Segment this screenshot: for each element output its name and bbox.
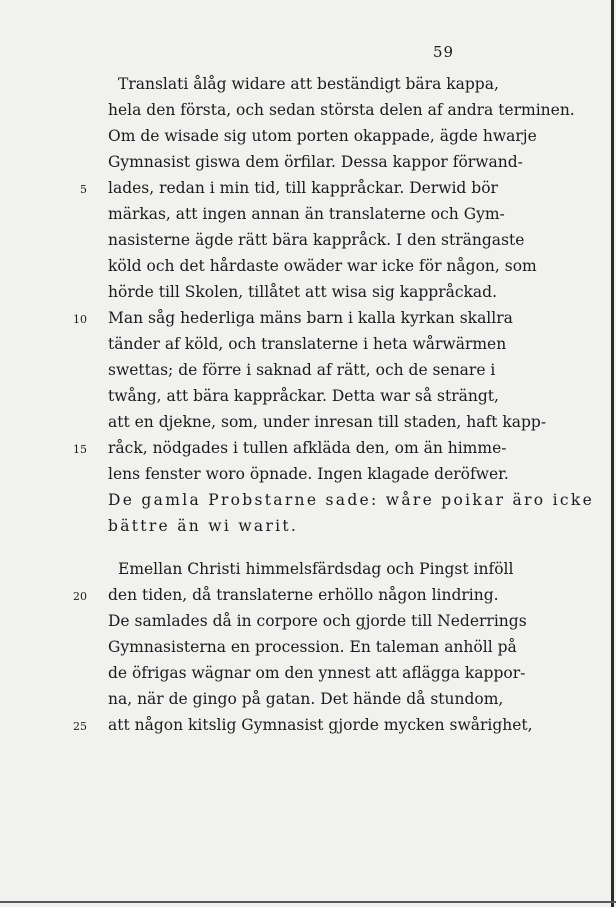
text-line: de öfrigas wägnar om den ynnest att aflägga kappor- bbox=[108, 664, 526, 682]
text-line: tänder af köld, och translaterne i heta wårwärmen bbox=[108, 335, 507, 353]
text-line: märkas, att ingen annan än translaterne och Gym- bbox=[108, 205, 505, 223]
text-line: na, när de gingo på gatan. Det hände då stundom, bbox=[108, 690, 504, 708]
text-line: köld och det hårdaste owäder war icke för någon, som bbox=[108, 257, 537, 275]
line-number: 15 bbox=[73, 443, 87, 456]
text-line: lens fenster woro öpnade. Ingen klagade deröfwer. bbox=[108, 465, 509, 483]
line-number: 25 bbox=[73, 720, 87, 733]
text-line: Emellan Christi himmelsfärdsdag och Pingst inföll bbox=[118, 560, 514, 578]
text-line: Om de wisade sig utom porten okappade, ägde hwarje bbox=[108, 127, 537, 145]
text-line: hörde till Skolen, tillåtet att wisa sig kappråckad. bbox=[108, 283, 498, 301]
page-number: 59 bbox=[433, 43, 455, 61]
page-edge-bottom bbox=[0, 901, 616, 903]
page-edge bbox=[611, 0, 614, 907]
text-line: De gamla Probstarne sade: wåre poikar äro icke bbox=[108, 491, 595, 509]
text-line: hela den första, och sedan största delen af andra terminen. bbox=[108, 101, 575, 119]
line-number: 20 bbox=[73, 590, 87, 603]
line-number: 10 bbox=[73, 313, 87, 326]
text-line: råck, nödgades i tullen afkläda den, om än himme- bbox=[108, 439, 507, 457]
text-line: att en djekne, som, under inresan till staden, haft kapp- bbox=[108, 413, 547, 431]
text-line: De samlades då in corpore och gjorde till Nederrings bbox=[108, 612, 527, 630]
text-line: nasisterne ägde rätt bära kappråck. I den strängaste bbox=[108, 231, 525, 249]
text-line: swettas; de förre i saknad af rätt, och de senare i bbox=[108, 361, 496, 379]
text-line: lades, redan i min tid, till kappråckar. Derwid bör bbox=[108, 179, 498, 197]
text-line: Gymnasist giswa dem örfilar. Dessa kappor förwand- bbox=[108, 153, 523, 171]
text-line: den tiden, då translaterne erhöllo någon lindring. bbox=[108, 586, 499, 604]
text-line: att någon kitslig Gymnasist gjorde mycken swårighet, bbox=[108, 716, 533, 734]
text-line: bättre än wi warit. bbox=[108, 517, 299, 535]
line-number: 5 bbox=[80, 183, 87, 196]
text-line: Translati ålåg widare att beständigt bära kappa, bbox=[118, 75, 499, 93]
text-line: Gymnasisterna en procession. En taleman anhöll på bbox=[108, 638, 517, 656]
text-line: Man såg hederliga mäns barn i kalla kyrkan skallra bbox=[108, 309, 513, 327]
text-line: twång, att bära kappråckar. Detta war så strängt, bbox=[108, 387, 499, 405]
